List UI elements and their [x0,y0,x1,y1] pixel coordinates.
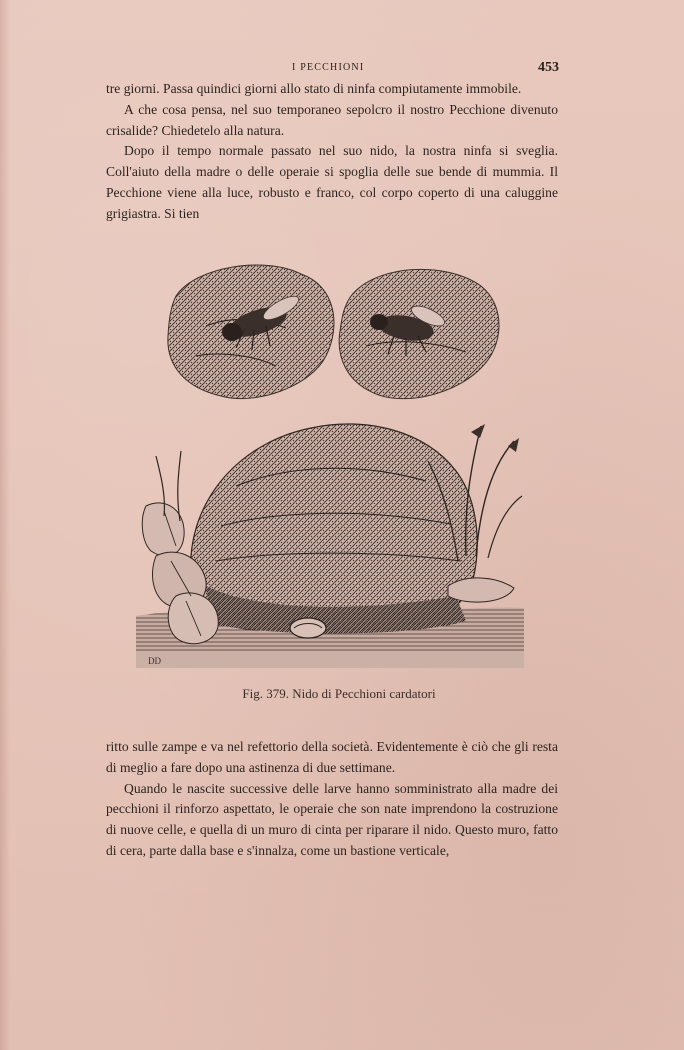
figure-caption [0,686,684,702]
caption-text: Fig. 379. Nido di Pecchioni cardatori [242,686,436,701]
engraver-mark: DD [148,656,161,666]
paragraph: Dopo il tempo normale passato nel suo nido, la nostra ninfa si sveglia. Coll'aiuto della madre o delle operaie si spoglia delle sue bende di mummia. Il Pecchione viene alla luce, robusto e franco, col corpo coperto di una caluggine grigiastra. Si tien [106,143,558,221]
page-edge-shadow [0,0,10,1050]
paragraph: ritto sulle zampe e va nel refettorio della società. Evidentemente è ciò che gli resta di meglio a fare dopo una astinenza di due settimane. [106,739,558,775]
body-text-top [106,79,558,225]
paragraph: Quando le nascite successive delle larve hanno somministrato alla madre dei pecchioni il rinforzo aspettato, le operaie che son nate imprendono la costruzione di nuove celle, e quella di un muro di cinta per riparare il nido. Questo muro, fatto di cera, parte dalla base e s'innalza, come un bastione verticale, [106,780,558,858]
nest-entrance [290,618,326,638]
running-title: I PECCHIONI [292,62,365,73]
paragraph: A che cosa pensa, nel suo temporaneo sepolcro il nostro Pecchione divenuto crisalide? Chiedetelo alla natura. [106,101,558,138]
running-header [0,62,684,80]
moss-nest [191,424,477,633]
page-number: 453 [538,60,559,75]
engraving-illustration [136,256,524,668]
paragraph: tre giorni. Passa quindici giorni allo stato di ninfa compiutamente immobile. [106,81,522,96]
body-text-bottom [106,737,558,862]
engraving-figure [136,256,524,668]
